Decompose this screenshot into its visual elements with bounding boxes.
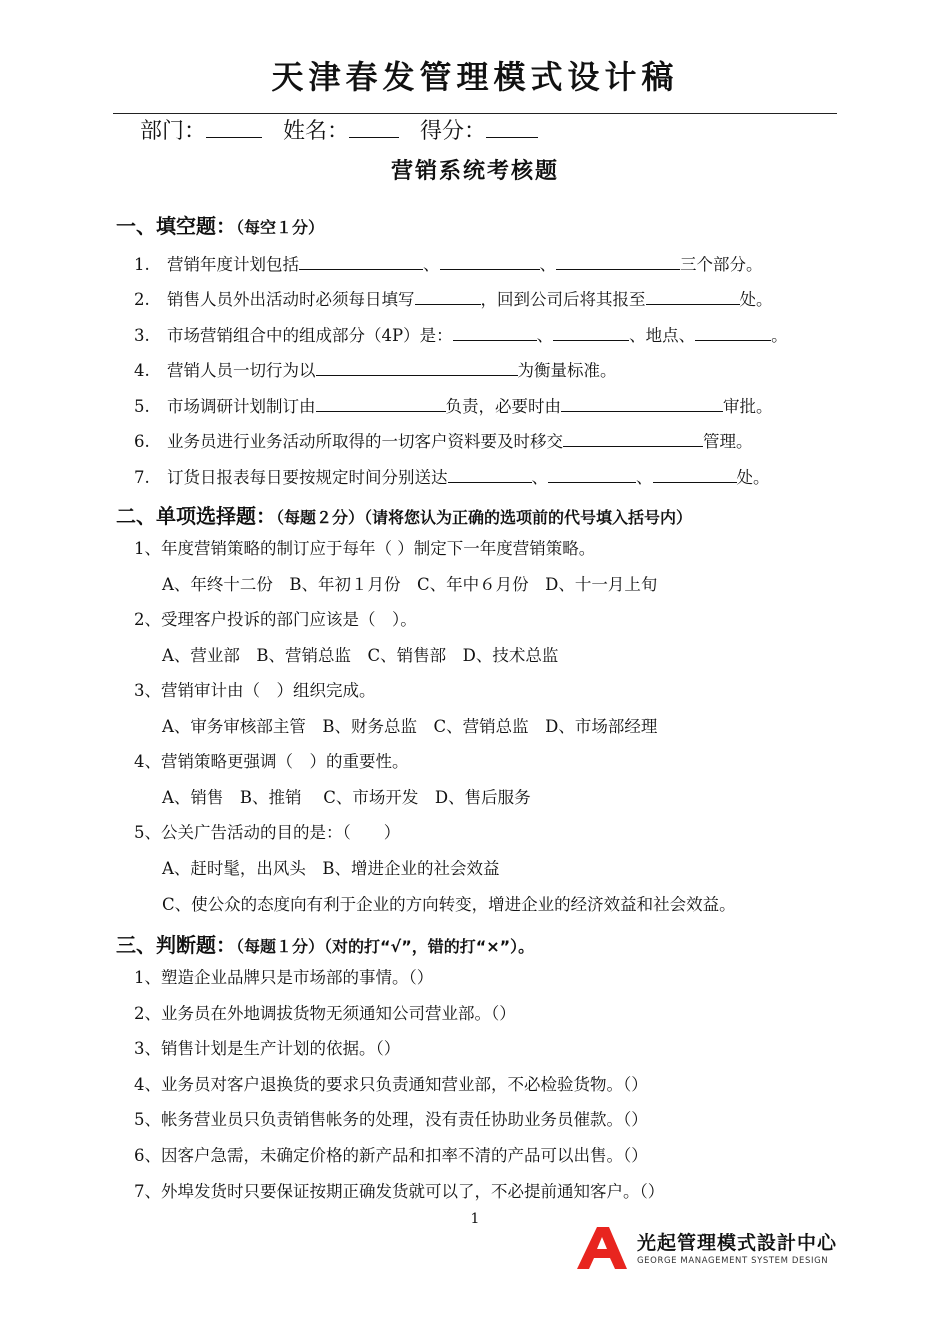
answer-blank[interactable] — [316, 394, 446, 412]
name-blank — [349, 117, 399, 138]
fill-item-5 — [134, 394, 773, 418]
meta-row — [140, 114, 552, 145]
item-text: 管理。 — [703, 432, 753, 451]
answer-blank[interactable] — [695, 323, 771, 341]
item-number: 7. — [134, 468, 150, 487]
item-number: 3. — [134, 326, 150, 345]
document-title: 天津春发管理模式设计稿 — [271, 58, 679, 96]
item-text: 、 — [636, 468, 653, 487]
section2-note: （每题２分）（请将您认为正确的选项前的代号填入括号内） — [276, 508, 693, 527]
choice-question-1: 1、年度营销策略的制订应于每年（ ）制定下一年度营销策略。 — [134, 539, 596, 558]
item-text: 。 — [771, 326, 788, 345]
logo-chinese-text: 光起管理模式設計中心 — [637, 1232, 838, 1254]
logo-a-mark-icon — [575, 1225, 629, 1271]
item-text: 、地点、 — [629, 326, 696, 345]
judge-item-2: 2、业务员在外地调拔货物无须通知公司营业部。（） — [134, 1004, 516, 1023]
item-text: 销售人员外出活动时必须每日填写 — [167, 290, 415, 309]
answer-blank[interactable] — [561, 394, 723, 412]
item-text: 营销年度计划包括 — [167, 255, 299, 274]
choice-options-5a: A、赶时髦，出风头 B、增进企业的社会效益 — [162, 859, 500, 878]
page-number: 1 — [470, 1211, 480, 1227]
item-text: ，回到公司后将其报至 — [480, 290, 646, 309]
section1-note: （每空１分） — [236, 218, 325, 237]
item-text: 、 — [423, 255, 440, 274]
score-label: 得分： — [420, 119, 487, 144]
answer-blank[interactable] — [415, 287, 481, 305]
item-text: 市场营销组合中的组成部分（4P）是： — [167, 326, 453, 345]
section2-heading — [116, 500, 692, 529]
section2-heading-text: 二、单项选择题： — [116, 504, 276, 528]
answer-blank[interactable] — [453, 323, 537, 341]
item-text: 、 — [536, 326, 554, 345]
item-text: 审批。 — [723, 397, 773, 416]
item-text: 、 — [539, 255, 556, 274]
item-text: 营销人员一切行为以 — [167, 361, 316, 380]
judge-item-3: 3、销售计划是生产计划的依据。（） — [134, 1039, 401, 1058]
answer-blank[interactable] — [299, 252, 423, 270]
fill-item-7 — [134, 465, 770, 489]
section3-heading-text: 三、判断题： — [116, 933, 236, 957]
item-number: 1. — [134, 255, 150, 274]
item-text: 市场调研计划制订由 — [167, 397, 316, 416]
judge-item-1: 1、塑造企业品牌只是市场部的事情。（） — [134, 968, 434, 987]
choice-options-1: A、年终十二份 B、年初１月份 C、年中６月份 D、十一月上旬 — [162, 575, 658, 594]
fill-item-1 — [134, 252, 763, 276]
judge-item-6: 6、因客户急需，未确定价格的新产品和扣率不清的产品可以出售。（） — [134, 1146, 648, 1165]
choice-question-3: 3、营销审计由（ ）组织完成。 — [134, 681, 376, 700]
answer-blank[interactable] — [553, 323, 629, 341]
choice-options-2: A、营业部 B、营销总监 C、销售部 D、技术总监 — [162, 646, 559, 665]
choice-question-4: 4、营销策略更强调（ ）的重要性。 — [134, 752, 409, 771]
item-text: 业务员进行业务活动所取得的一切客户资料要及时移交 — [167, 432, 563, 451]
section3-note: （每题１分）（对的打“√”，错的打“×”）。 — [236, 937, 535, 956]
item-text: 为衡量标准。 — [517, 361, 617, 380]
choice-options-3: A、审务审核部主管 B、财务总监 C、营销总监 D、市场部经理 — [162, 717, 658, 736]
choice-options-4: A、销售 B、推销 C、市场开发 D、售后服务 — [162, 788, 531, 807]
answer-blank[interactable] — [556, 252, 680, 270]
judge-item-4: 4、业务员对客户退换货的要求只负责通知营业部，不必检验货物。（） — [134, 1075, 648, 1094]
choice-question-2: 2、受理客户投诉的部门应该是（ ）。 — [134, 610, 417, 629]
choice-question-5: 5、公关广告活动的目的是：（ ） — [134, 823, 401, 842]
answer-blank[interactable] — [316, 358, 518, 376]
item-text: 三个部分。 — [680, 255, 763, 274]
section3-heading — [116, 929, 534, 958]
company-logo — [575, 1225, 840, 1271]
item-number: 6. — [134, 432, 150, 451]
fill-item-4 — [134, 358, 617, 382]
exam-subtitle: 营销系统考核题 — [390, 159, 559, 184]
item-text: 处。 — [736, 468, 770, 487]
answer-blank[interactable] — [548, 465, 636, 483]
item-number: 5. — [134, 397, 150, 416]
answer-blank[interactable] — [646, 287, 740, 305]
fill-item-2 — [134, 287, 773, 311]
answer-blank[interactable] — [653, 465, 737, 483]
name-label: 姓名： — [283, 119, 350, 144]
score-blank — [486, 117, 538, 138]
item-text: 、 — [531, 468, 548, 487]
item-text: 处。 — [739, 290, 773, 309]
choice-options-5b: C、使公众的态度向有利于企业的方向转变，增进企业的经济效益和社会效益。 — [162, 895, 736, 914]
dept-blank — [206, 117, 262, 138]
answer-blank[interactable] — [440, 252, 540, 270]
dept-label: 部门： — [140, 119, 207, 144]
logo-english-text: GEORGE MANAGEMENT SYSTEM DESIGN — [637, 1256, 829, 1266]
section1-heading — [116, 210, 324, 239]
answer-blank[interactable] — [448, 465, 532, 483]
judge-item-7: 7、外埠发货时只要保证按期正确发货就可以了，不必提前通知客户。（） — [134, 1182, 665, 1201]
item-number: 2. — [134, 290, 150, 309]
judge-item-5: 5、帐务营业员只负责销售帐务的处理，没有责任协助业务员催款。（） — [134, 1110, 648, 1129]
fill-item-3 — [134, 323, 788, 347]
answer-blank[interactable] — [563, 429, 703, 447]
fill-item-6 — [134, 429, 753, 453]
item-text: 订货日报表每日要按规定时间分别送达 — [167, 468, 448, 487]
item-text: 负责，必要时由 — [445, 397, 561, 416]
section1-heading-text: 一、填空题： — [116, 214, 236, 238]
item-number: 4. — [134, 361, 150, 380]
